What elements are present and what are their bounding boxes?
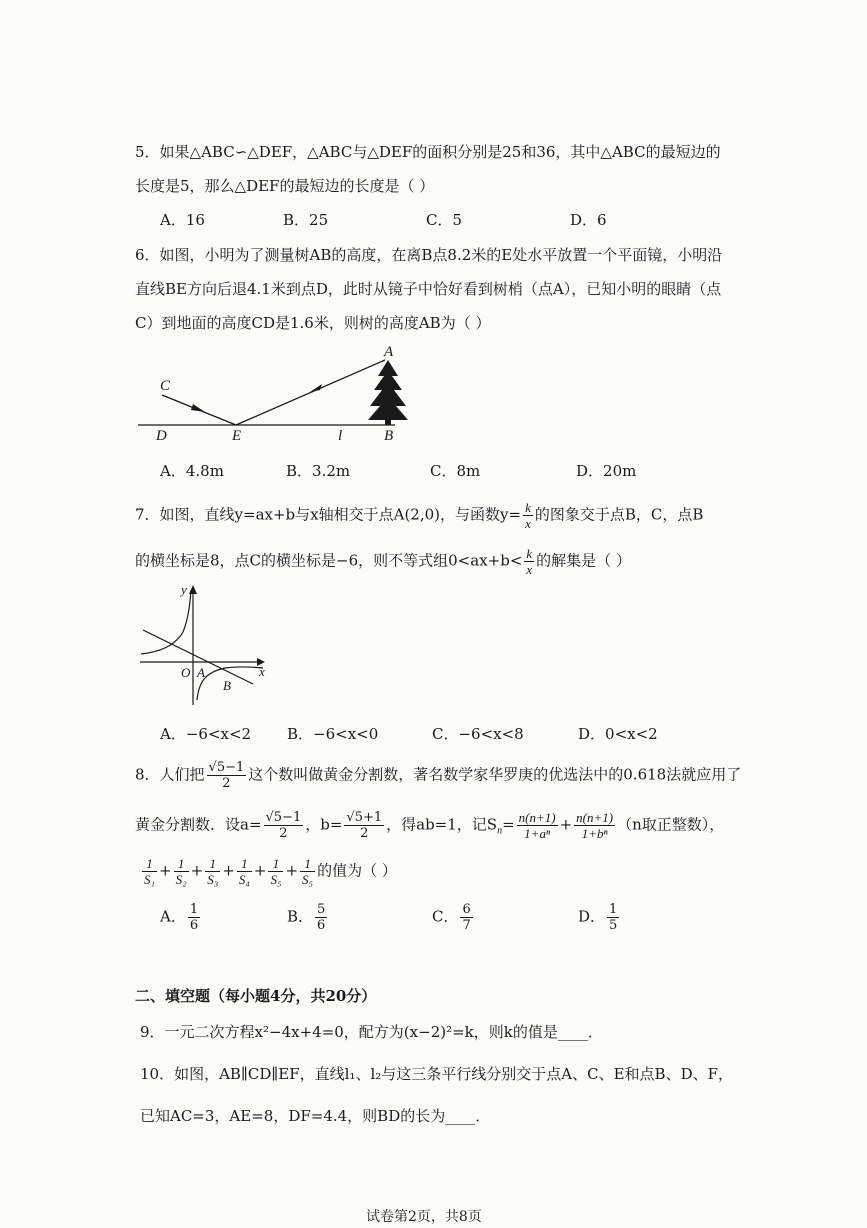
q8-option-b-den: 6 [317,918,326,933]
q8-sum-num-4: 1 [237,856,252,872]
q7-line2-b: 的解集是（ ） [536,551,631,570]
q8-option-d-letter: D． [578,907,606,926]
q7-frac2-den: x [526,562,533,577]
q7-line2 [135,546,631,577]
q8-line2-c: ，得ab=1，记S [386,815,498,834]
q7-frac2-num: k [526,546,533,561]
q8-sum-num-3: 1 [205,856,220,872]
q5-option-b: B．25 [283,211,329,229]
q8-sum-term-4 [237,856,252,887]
q7-frac-num: k [525,500,531,515]
q8-option-a-letter: A． [160,907,186,926]
page-footer: 试卷第2页，共8页 [366,1209,482,1225]
q8-sum-den-3: S₃ [207,872,219,887]
q8-line3-tail: 的值为（ ） [317,861,397,880]
q8-s2-den: 1+bⁿ [581,826,608,841]
q8-b-den: 2 [360,826,369,841]
q8-a-frac [264,810,304,841]
fig6-label-c: C [160,378,171,394]
q6-option-b: B．3.2m [286,462,351,480]
q8-option-c-letter: C． [432,907,459,926]
q8-gold-den: 2 [222,776,231,791]
q9-line: 9．一元二次方程x²−4x+4=0，配方为(x−2)²=k，则k的值是____． [140,1023,603,1041]
q8-b-num: √5+1 [346,810,383,825]
q8-line2-e: （n取正整数）， [617,815,725,834]
q8-s-frac-1 [517,810,558,841]
q6-line1: 6．如图，小明为了测量树AB的高度，在离B点8.2米的E处水平放置一个平面镜，小明沿 [135,246,723,264]
q8-option-c-den: 7 [462,918,471,933]
q6-option-a: A．4.8m [160,462,224,480]
q8-option-d-num: 1 [609,902,618,917]
tree-icon [368,360,408,420]
fig6-label-d: D [156,428,167,444]
q7-k-over-x [523,500,533,531]
q8-gold-num: √5−1 [208,760,245,775]
q10-line1: 10．如图，AB∥CD∥EF，直线l₁、l₂与这三条平行线分别交于点A、C、E和点B、D、F， [140,1065,734,1083]
q8-sum-term-2 [174,856,189,887]
q8-option-b-frac [315,902,327,933]
q8-b-frac [344,810,384,841]
q8-line1-b: 这个数叫做黄金分割数，著名数学家华罗庚的优选法中的0.618法就应用了 [248,765,742,784]
q8-sum-num-2: 1 [174,856,189,872]
q8-sum-term-6 [300,856,315,887]
q7-frac-den: x [525,516,531,531]
fig7-label-o: O [181,665,191,680]
fig6-label-l: l [338,428,343,444]
q5-option-c: C．5 [426,211,463,229]
q7-line1-a: 7．如图，直线y=ax+b与x轴相交于点A(2,0)，与函数y= [135,505,522,524]
q7-graph-figure [135,580,275,710]
q8-line1 [135,760,741,791]
q6-option-d: D．20m [576,462,637,480]
q8-option-d-frac [607,902,619,933]
q8-option-a-den: 6 [189,918,199,933]
q8-option-c-num: 6 [462,902,471,917]
q8-sum-den-6: S₅ [302,872,314,887]
tree-trunk [385,418,391,425]
q8-sum-term-5 [268,856,283,887]
q5-line1: 5．如果△ABC∽△DEF，△ABC与△DEF的面积分别是25和36，其中△ABC的最短边的 [135,143,721,161]
arrow-a-e [310,384,322,392]
q7-line1-b: 的图象交于点B，C，点B [534,505,704,524]
q8-s1-den: 1+aⁿ [524,826,551,841]
q7-option-c: C．−6<x<8 [432,725,524,743]
q7-option-b: B．−6<x<0 [287,725,379,743]
q7-k-over-x-2 [524,546,534,577]
q8-s2-num: n(n+1) [576,810,614,825]
q8-option-c [432,902,475,933]
q7-option-d: D．0<x<2 [578,725,658,743]
q8-line2 [135,810,724,842]
fig6-label-b: B [384,428,394,444]
q8-line2-b: ，b= [305,815,343,834]
q8-option-b-letter: B． [287,907,314,926]
q8-sum-den-5: S₅ [270,872,282,887]
q8-golden-ratio [207,760,247,791]
q7-option-a: A．−6<x<2 [160,725,252,743]
q8-option-b [287,902,329,933]
q8-line1-a: 8．人们把 [135,765,205,784]
q8-option-a-num: 1 [189,902,199,917]
q8-plus: + [559,815,573,834]
q8-option-c-frac [460,902,472,933]
ray-a-to-e [236,360,385,425]
q8-sum-num-1: 1 [142,856,157,872]
q8-option-d [578,902,621,933]
q8-option-a-frac [188,902,200,933]
q8-sum-term-1 [142,856,157,887]
q6-option-c: C．8m [430,462,481,480]
fig7-label-a: A [197,665,205,680]
section-2-heading: 二、填空题（每小题4分，共20分） [135,987,377,1005]
q10-line2: 已知AC=3，AE=8，DF=4.4，则BD的长为____． [140,1107,491,1125]
fig6-label-a: A [384,344,394,360]
q6-line3: C）到地面的高度CD是1.6米，则树的高度AB为（ ） [135,314,491,332]
q8-sum-num-6: 1 [300,856,315,872]
q8-s1-num: n(n+1) [518,810,556,825]
q8-sum-num-5: 1 [268,856,283,872]
q8-sum-den-2: S₂ [175,872,187,887]
q5-option-d: D．6 [570,211,607,229]
q8-option-a [160,902,202,933]
fig7-label-b: B [223,678,231,693]
q8-line2-a: 黄金分割数．设a= [135,815,262,834]
q8-sum-term-3 [205,856,220,887]
q7-line1 [135,500,703,531]
arrow-c-e [191,404,205,412]
q7-line2-a: 的横坐标是8，点C的横坐标是−6，则不等式组0<ax+b< [135,551,523,570]
q5-option-a: A．16 [160,211,205,229]
fig7-label-x: x [259,664,265,679]
hyperbola-branch-upper [141,590,191,654]
q8-s-frac-2 [574,810,615,841]
q6-mirror-tree-figure [130,340,420,450]
q8-a-num: √5−1 [265,810,302,825]
q8-line2-d: = [502,815,515,834]
q8-sub-n: n [497,825,503,837]
q8-sum-den-1: S₁ [144,872,156,887]
y-axis-arrow [189,585,197,594]
q6-line2: 直线BE方向后退4.1米到点D，此时从镜子中恰好看到树梢（点A），已知小明的眼睛（点 [135,280,722,298]
fig6-label-e: E [232,428,242,444]
q8-option-d-den: 5 [609,918,618,933]
q8-line3: $\frac{1}{\text{S₁}}$ + $\frac{1}{\text{S₂}}$ + $\frac{1}{\text{S₃}}$ + $\frac{1}{\text{S₄}}$ + $\frac{1}{\text{S₅}}$ + $\frac{1}{\text{S₅}}$ 的值为（ ） [144,856,397,887]
fig7-label-y: y [181,582,187,597]
q8-option-b-num: 5 [317,902,326,917]
q8-a-den: 2 [279,826,288,841]
q8-sum-den-4: S₄ [238,872,250,887]
q5-line2: 长度是5，那么△DEF的最短边的长度是（ ） [135,177,435,195]
